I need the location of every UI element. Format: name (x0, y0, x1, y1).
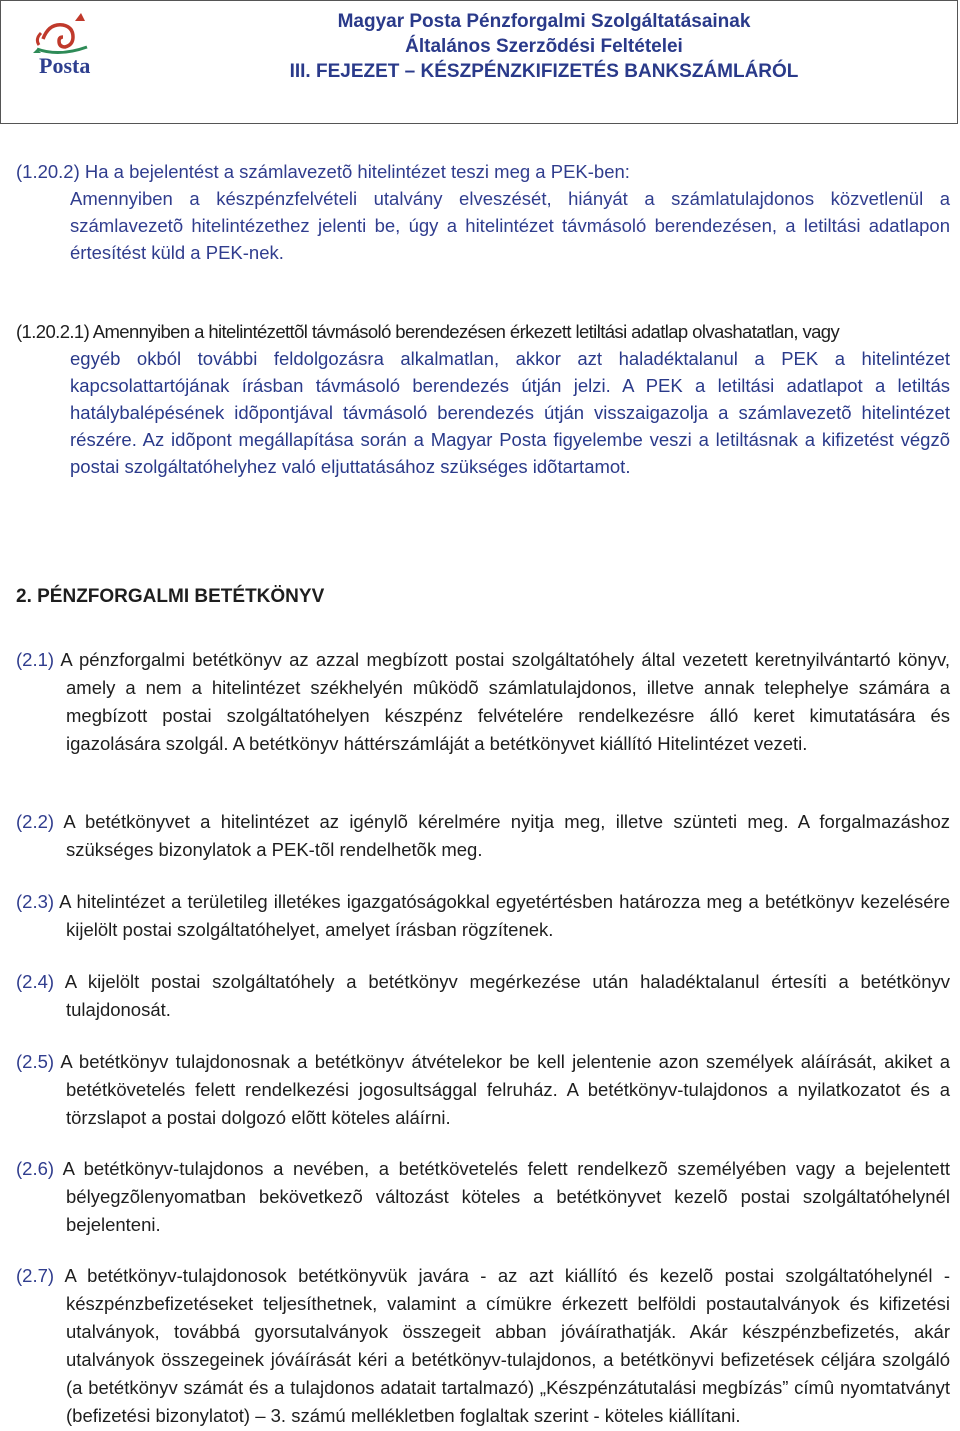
item-number: (2.7) (16, 1265, 65, 1286)
item-text: A pénzforgalmi betétkönyv az azzal megbízott postai szolgáltatóhely által vezetett keretnyilvántartó könyv, amely a nem a hitelintézet székhelyén mûködõ számlatulajdonos, illetve annak telephelye számára a megbízott postai szolgáltatóhelyen készpénz felvételére rendelkezésre álló keret kimutatására és igazolására szolgál. A betétkönyv háttérszámláját a betétkönyvet kiállító Hitelintézet vezeti. (60, 649, 950, 754)
item-number: (2.5) (16, 1051, 61, 1072)
item-text: A betétkönyv-tulajdonosok betétkönyvük javára - az azt kiállító és kezelõ postai szolgáltatóhelynél - készpénzbefizetéseket teljesíthetnek, valamint a címükre érkezett belföldi postautalványok és kifizetési utalványok, továbbá gyorsutalványok összegeit abban jóváírathatják. Akár készpénzbefizetés, akár utalványok összegeinek jóváírását kéri a betétkönyv-tulajdonos, a betétkönyvi befizetések céljára szolgáló (a betétkönyv számát és a tulajdonos adatait tartalmazó) „Készpénzátutalási megbízás” címû nyomtatványt (befizetési bizonylatot) – 3. számú mellékletben foglaltak szerint - köteles kiállítani. (64, 1265, 950, 1426)
betetkonyv-item (16, 646, 950, 758)
item-number: (2.1) (16, 649, 61, 670)
item-text: A kijelölt postai szolgáltatóhely a betétkönyv megérkezése után haladéktalanul értesíti a betétkönyv tulajdonosát. (64, 971, 950, 1020)
betetkonyv-item (16, 1155, 950, 1239)
item-text: A hitelintézet a területileg illetékes igazgatóságokkal egyetértésben határozza meg a betétkönyv kezelésére kijelölt postai szolgáltatóhelyet, amelyet írásban rögzítenek. (59, 891, 950, 940)
betetkonyv-item (16, 1048, 950, 1132)
header-line-3: III. FEJEZET – KÉSZPÉNZKIFIZETÉS BANKSZÁMLÁRÓL (289, 61, 799, 82)
paragraph-1-20-2-1 (16, 318, 950, 480)
paragraph-1-20-2-1-first-line: (1.20.2.1) Amennyiben a hitelintézettõl távmásoló berendezésen érkezett letiltási adatlap olvashatatlan, vagy (16, 321, 840, 342)
paragraph-1-20-2-heading: (1.20.2) Ha a bejelentést a számlavezetõ hitelintézet teszi meg a PEK-ben: (16, 161, 630, 182)
betetkonyv-item (16, 888, 950, 944)
section-title: 2. PÉNZFORGALMI BETÉTKÖNYV (16, 586, 325, 607)
betetkonyv-item (16, 808, 950, 864)
header-title-block (131, 9, 957, 84)
paragraph-1-20-2-body: Amennyiben a készpénzfelvételi utalvány elveszését, hiányát a számlatulajdonos közvetlenül a számlavezetõ hitelintézethez jelenti be, úgy a hitelintézet távmásoló berendezésen, a letiltási adatlapon értesítést küld a PEK-nek. (70, 188, 950, 263)
item-number: (2.3) (16, 891, 60, 912)
item-number: (2.2) (16, 811, 64, 832)
betetkonyv-item (16, 968, 950, 1024)
paragraph-1-20-2-1-body: egyéb okból további feldolgozásra alkalmatlan, akkor azt haladéktalanul a PEK a hitelintézet kapcsolattartójának írásban távmásoló berendezés útján jelzi. A PEK a letiltási adatlapot a letiltás hatálybalépésének idõpontjával távmásoló berendezés útján visszaigazolja a számlavezetõ hitelintézet részére. Az idõpont megállapítása során a Magyar Posta figyelembe veszi a letiltásnak a kifizetést végzõ postai szolgáltatóhelyhez való eljuttatásához szükséges idõtartamot. (70, 348, 950, 477)
item-number: (2.6) (16, 1158, 63, 1179)
posta-logo (29, 9, 107, 85)
item-text: A betétkönyvet a hitelintézet az igénylõ kérelmére nyitja meg, illetve szünteti meg. A forgalmazáshoz szükséges bizonylatok a PEK-tõl rendelhetõk meg. (63, 811, 950, 860)
header-line-1: Magyar Posta Pénzforgalmi Szolgáltatásainak (337, 11, 751, 32)
paragraph-1-20-2 (16, 158, 950, 266)
document-header (0, 0, 958, 124)
header-line-2: Általános Szerzõdési Feltételei (405, 36, 683, 57)
item-text: A betétkönyv-tulajdonos a nevében, a betétkövetelés felett rendelkezõ személyében vagy a bejelentett bélyegzõlenyomatban bekövetkezõ változást köteles a betétkönyvet kezelõ postai szolgáltatóhelynél bejelenteni. (62, 1158, 950, 1235)
logo-text: Posta (39, 53, 91, 78)
betetkonyv-item (16, 1262, 950, 1430)
item-number: (2.4) (16, 971, 65, 992)
item-text: A betétkönyv tulajdonosnak a betétkönyv átvételekor be kell jelentenie azon személyek aláírását, akiket a betétkövetelés felett rendelkezési jogosultsággal felruház. A betétkönyv-tulajdonos a nyilatkozatot és a törzslapot a postai dolgozó elõtt köteles aláírni. (60, 1051, 950, 1128)
